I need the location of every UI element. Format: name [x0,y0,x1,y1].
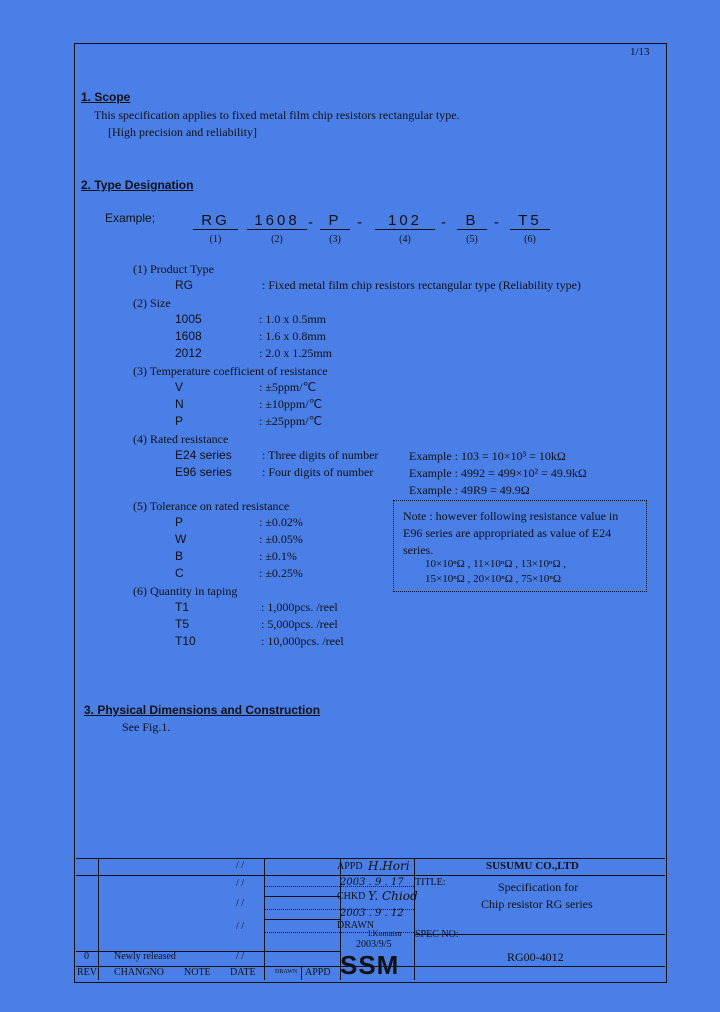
tcr-title: (3) Temperature coefficient of resistance [133,364,328,378]
taping-desc: : 5,000pcs. /reel [261,617,338,631]
rev-slash: / / [236,860,245,871]
code-part-taping: T5 [510,212,550,230]
note-line: E96 series are appropriated as value of E24 [403,526,612,540]
note-line: 15×10ⁿΩ , 20×10ⁿΩ , 75×10ⁿΩ [425,573,562,585]
tolerance-desc: : ±0.05% [259,532,303,546]
code-num: (3) [329,234,341,245]
scope-heading: 1. Scope [81,90,131,104]
title-label: TITLE: [415,877,446,888]
size-desc: : 1.6 x 0.8mm [259,329,327,343]
rev0-note: Newly released [114,951,176,962]
taping-title: (6) Quantity in taping [133,584,238,598]
rated-example: Example : 49R9 = 49.9Ω [409,483,530,497]
scope-line2: [High precision and reliability] [108,125,257,139]
rev-slash: / / [236,921,245,932]
code-part-tcr: P [320,212,350,230]
taping-code: T1 [175,600,190,614]
rev-slash: / / [236,898,245,909]
company-logo: SSM [340,952,410,978]
date-header: DATE [230,967,256,978]
rev-slash: / / [236,878,245,889]
code-part-rg: RG [193,212,238,230]
size-code: 2012 [175,346,202,360]
scope-line1: This specification applies to fixed metal film chip resistors rectangular type. [94,108,460,122]
spec-label: SPEC NO: [415,929,459,940]
rated-desc: : Four digits of number [262,465,374,479]
product-type-title: (1) Product Type [133,262,214,276]
spec-number: RG00-4012 [507,950,564,964]
chkd-label: CHKD [337,891,366,902]
size-desc: : 2.0 x 1.25mm [259,346,333,360]
tolerance-code: C [175,566,184,580]
tcr-code: N [175,397,184,411]
drawn-header: DRAWN [275,969,298,975]
code-dash: - [308,214,313,231]
drawn-label: DRAWN [337,920,374,931]
code-num: (4) [399,234,411,245]
changno-header: CHANGNO [114,967,164,978]
taping-code: T10 [175,634,196,648]
code-num: (2) [271,234,283,245]
type-heading: 2. Type Designation [81,178,194,192]
example-label: Example; [105,211,156,225]
note-line: series. [403,543,434,557]
tcr-code: V [175,380,184,394]
rated-example: Example : 4992 = 499×10² = 49.9kΩ [409,466,587,480]
tolerance-code: W [175,532,187,546]
rated-example: Example : 103 = 10×10³ = 10kΩ [409,449,566,463]
title-line1: Specification for [498,880,579,894]
size-title: (2) Size [133,296,171,310]
appd-label: APPD [337,861,363,872]
drawn-date: 2003/9/5 [356,939,392,950]
physical-heading: 3. Physical Dimensions and Construction [84,703,321,717]
size-desc: : 1.0 x 0.5mm [259,312,327,326]
tolerance-desc: : ±0.1% [259,549,297,563]
appd-header: APPD [305,967,331,978]
rev0: 0 [84,951,89,962]
tolerance-title: (5) Tolerance on rated resistance [133,499,290,513]
title-line2: Chip resistor RG series [481,897,593,911]
appd-signature: H.Hori [368,859,410,873]
code-num: (5) [466,234,478,245]
product-type-code: RG [175,278,193,292]
taping-code: T5 [175,617,190,631]
note-line: 10×10ⁿΩ , 11×10ⁿΩ , 13×10ⁿΩ , [425,558,567,570]
size-code: 1005 [175,312,202,326]
rated-title: (4) Rated resistance [133,432,229,446]
tcr-desc: : ±25ppm/℃ [259,414,323,428]
code-part-tolerance: B [457,212,487,230]
code-num: (6) [524,234,536,245]
note-line: Note : however following resistance value in [403,509,619,523]
tolerance-code: B [175,549,184,563]
chkd-signature: Y. Chiod [368,889,418,903]
code-dash: - [494,214,499,231]
rev-header: REV [77,967,97,978]
page-number: 1/13 [630,46,650,58]
drawn-name: I.Komatsu [368,929,402,938]
code-part-resistance: 102 [375,212,435,230]
product-type-desc: : Fixed metal film chip resistors rectangular type (Reliability type) [262,278,581,292]
rated-code: E24 series [175,448,232,462]
appd-date: 2003 . 9 . 17 [340,877,404,888]
tolerance-code: P [175,515,184,529]
code-num: (1) [209,234,222,245]
code-part-size: 1608 [247,212,307,230]
note-box [393,500,647,592]
code-dash: - [357,214,362,231]
taping-desc: : 10,000pcs. /reel [261,634,344,648]
size-code: 1608 [175,329,202,343]
company-name: SUSUMU CO.,LTD [486,860,579,872]
rev-slash: / / [236,951,245,962]
physical-text: See Fig.1. [122,720,171,734]
tolerance-desc: : ±0.02% [259,515,303,529]
tcr-desc: : ±10ppm/℃ [259,397,323,411]
tolerance-desc: : ±0.25% [259,566,303,580]
tcr-code: P [175,414,184,428]
rated-code: E96 series [175,465,232,479]
rated-desc: : Three digits of number [262,448,379,462]
code-dash: - [441,214,446,231]
tcr-desc: : ±5ppm/℃ [259,380,317,394]
taping-desc: : 1,000pcs. /reel [261,600,338,614]
note-header: NOTE [184,967,211,978]
chkd-date: 2003 . 9 . 12 [340,908,404,919]
